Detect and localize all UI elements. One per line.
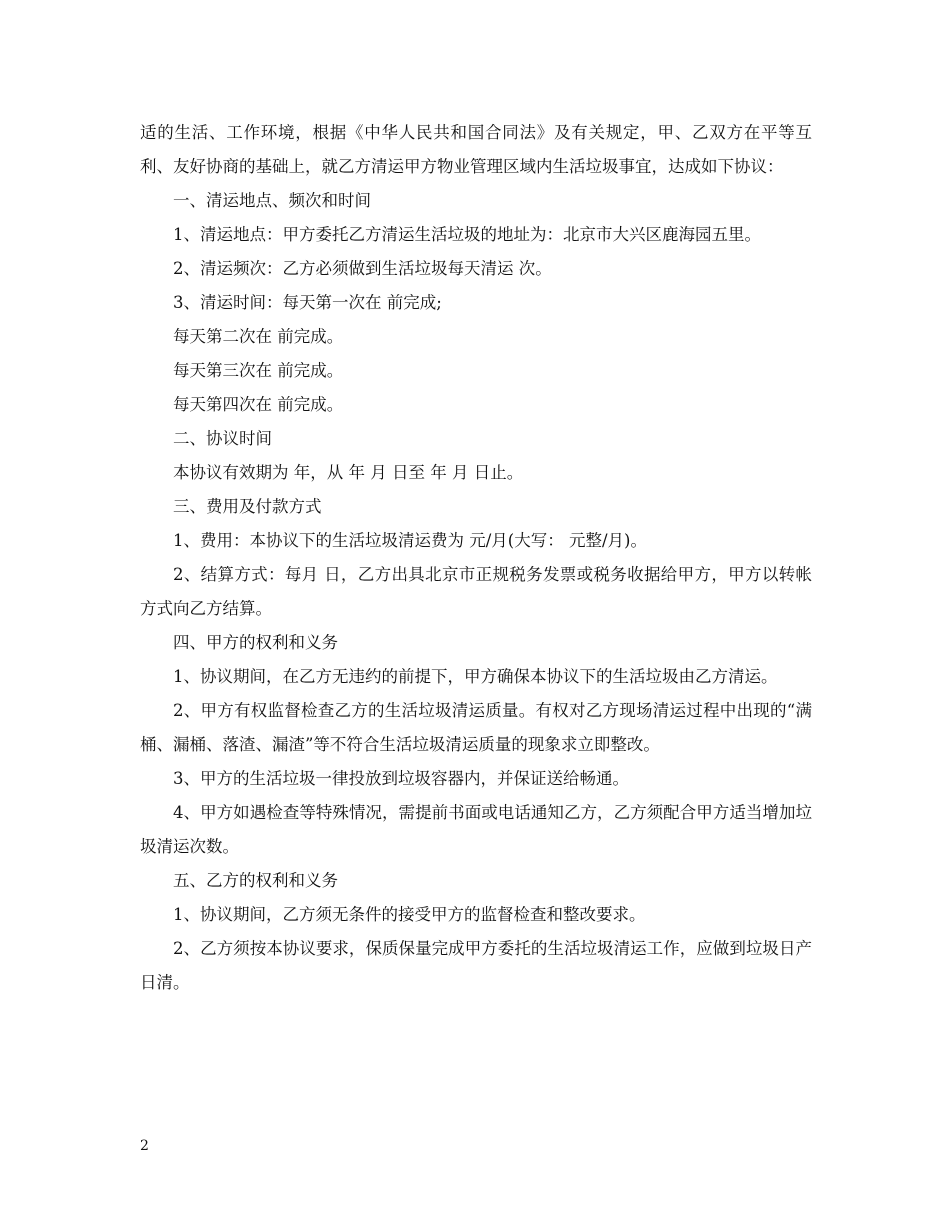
page-number: 2: [140, 1138, 149, 1154]
paragraph: 2、清运频次：乙方必须做到生活垃圾每天清运 次。: [173, 259, 552, 278]
paragraph: 1、清运地点：甲方委托乙方清运生活垃圾的地址为：北京市大兴区鹿海园五里。: [173, 225, 761, 244]
paragraph: 二、协议时间: [173, 429, 272, 448]
paragraph: 五、乙方的权利和义务: [173, 871, 338, 890]
paragraph: 4、甲方如遇检查等特殊情况，需提前书面或电话通知乙方，乙方须配合甲方适当增加垃圾清运次数。: [140, 803, 812, 856]
paragraph: 1、协议期间，在乙方无违约的前提下，甲方确保本协议下的生活垃圾由乙方清运。: [173, 667, 778, 686]
paragraph: 本协议有效期为 年，从 年 月 日至 年 月 日止。: [173, 463, 524, 482]
paragraph: 2、乙方须按本协议要求，保质保量完成甲方委托的生活垃圾清运工作，应做到垃圾日产日清。: [140, 939, 812, 992]
paragraph: 3、清运时间：每天第一次在 前完成;: [173, 293, 442, 312]
paragraph: 2、结算方式：每月 日，乙方出具北京市正规税务发票或税务收据给甲方，甲方以转帐方式向乙方结算。: [140, 565, 812, 618]
paragraph: 适的生活、工作环境，根据《中华人民共和国合同法》及有关规定，甲、乙双方在平等互利、友好协商的基础上，就乙方清运甲方物业管理区域内生活垃圾事宜，达成如下协议：: [140, 123, 812, 176]
paragraph: 三、费用及付款方式: [173, 497, 322, 516]
paragraph: 每天第四次在 前完成。: [173, 395, 344, 414]
paragraph: 3、甲方的生活垃圾一律投放到垃圾容器内，并保证送给畅通。: [173, 769, 629, 788]
document-body: [140, 116, 812, 1000]
paragraph: 每天第二次在 前完成。: [173, 327, 344, 346]
paragraph: 四、甲方的权利和义务: [173, 633, 338, 652]
paragraph: 每天第三次在 前完成。: [173, 361, 344, 380]
paragraph: 1、协议期间，乙方须无条件的接受甲方的监督检查和整改要求。: [173, 905, 646, 924]
paragraph: 一、清运地点、频次和时间: [173, 191, 371, 210]
paragraph: 2、甲方有权监督检查乙方的生活垃圾清运质量。有权对乙方现场清运过程中出现的“满桶、漏桶、落渣、漏渣”等不符合生活垃圾清运质量的现象求立即整改。: [140, 701, 812, 754]
paragraph: 1、费用：本协议下的生活垃圾清运费为 元/月(大写： 元整/月)。: [173, 531, 647, 550]
